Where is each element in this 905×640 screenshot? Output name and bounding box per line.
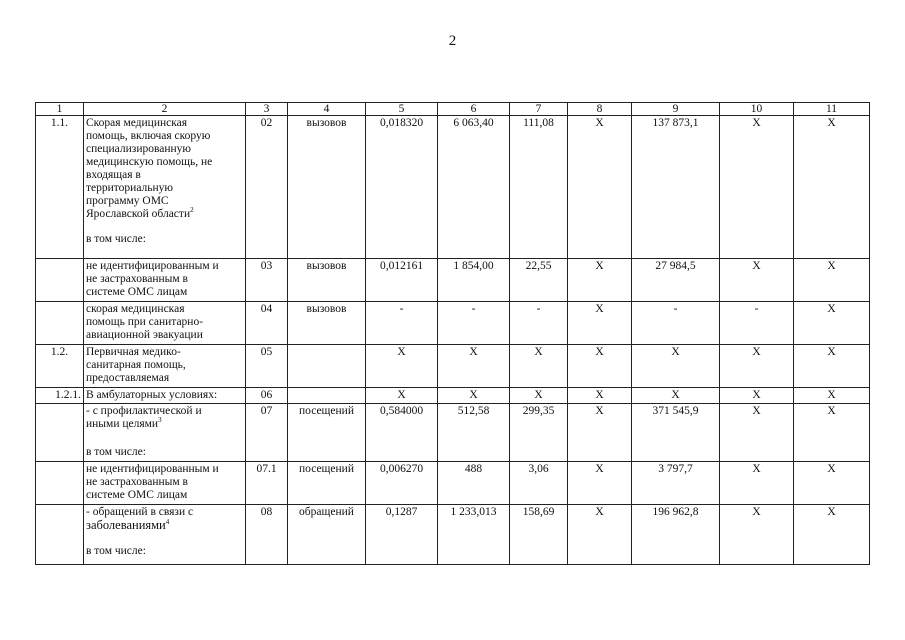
row-name <box>84 462 246 505</box>
row-unit: вызовов <box>288 116 366 259</box>
row-code: 03 <box>246 259 288 302</box>
table-row <box>36 302 870 345</box>
name-line: помощь при санитарно- <box>86 316 204 328</box>
name-line: медицинскую помощь, не <box>86 156 213 168</box>
cell-col7: 299,35 <box>510 404 568 462</box>
cell-col10: - <box>720 302 794 345</box>
name-line: скорая медицинская <box>86 303 185 315</box>
cell-col8: X <box>568 505 632 565</box>
header-cell: 6 <box>438 103 510 116</box>
cell-col9: 137 873,1 <box>632 116 720 259</box>
cell-col7: 3,06 <box>510 462 568 505</box>
row-unit: посещений <box>288 462 366 505</box>
row-unit: обращений <box>288 505 366 565</box>
cell-col9: X <box>632 388 720 404</box>
name-line: санитарная помощь, <box>86 359 186 371</box>
row-number: 1.2. <box>36 345 84 388</box>
row-code: 04 <box>246 302 288 345</box>
cell-col10: X <box>720 404 794 462</box>
cell-col8: X <box>568 116 632 259</box>
cell-col7: X <box>510 345 568 388</box>
footnote-mark: 2 <box>190 206 194 215</box>
table-row <box>36 345 870 388</box>
row-number <box>36 404 84 462</box>
row-number <box>36 302 84 345</box>
cell-col10: X <box>720 259 794 302</box>
name-line: не идентифицированным и <box>86 463 219 475</box>
cell-col8: X <box>568 302 632 345</box>
table-row <box>36 505 870 565</box>
sub-label: в том числе: <box>86 233 146 245</box>
data-table <box>35 102 870 565</box>
cell-col9: 371 545,9 <box>632 404 720 462</box>
sub-label: в том числе: <box>86 545 146 557</box>
cell-col7: 22,55 <box>510 259 568 302</box>
name-line: заболеваниями <box>86 518 166 532</box>
cell-col5: 0,584000 <box>366 404 438 462</box>
cell-col5: 0,006270 <box>366 462 438 505</box>
cell-col7: X <box>510 388 568 404</box>
table-row <box>36 404 870 462</box>
cell-col6: 1 233,013 <box>438 505 510 565</box>
table-row <box>36 116 870 259</box>
row-name <box>84 259 246 302</box>
header-cell: 4 <box>288 103 366 116</box>
row-unit: вызовов <box>288 259 366 302</box>
cell-col7: 158,69 <box>510 505 568 565</box>
row-code: 07.1 <box>246 462 288 505</box>
row-name <box>84 505 246 565</box>
header-cell: 3 <box>246 103 288 116</box>
cell-col5: X <box>366 388 438 404</box>
row-name <box>84 116 246 259</box>
cell-col11: X <box>794 462 870 505</box>
table-row <box>36 462 870 505</box>
cell-col9: X <box>632 345 720 388</box>
header-cell: 10 <box>720 103 794 116</box>
header-row <box>36 103 870 116</box>
row-number: 1.2.1. <box>36 388 84 404</box>
footnote-mark: 4 <box>165 517 170 526</box>
cell-col11: X <box>794 404 870 462</box>
row-code: 05 <box>246 345 288 388</box>
name-line: помощь, включая скорую <box>86 130 211 142</box>
name-line: авиационной эвакуации <box>86 329 203 341</box>
cell-col5: 0,1287 <box>366 505 438 565</box>
cell-col10: X <box>720 505 794 565</box>
header-cell: 2 <box>84 103 246 116</box>
row-unit <box>288 388 366 404</box>
cell-col11: X <box>794 505 870 565</box>
row-unit: посещений <box>288 404 366 462</box>
row-code: 02 <box>246 116 288 259</box>
header-cell: 9 <box>632 103 720 116</box>
row-number <box>36 462 84 505</box>
name-line: специализированную <box>86 143 191 155</box>
row-code: 08 <box>246 505 288 565</box>
footnote-mark: 3 <box>158 416 162 425</box>
cell-col6: 512,58 <box>438 404 510 462</box>
row-code: 06 <box>246 388 288 404</box>
cell-col5: 0,012161 <box>366 259 438 302</box>
cell-col11: X <box>794 302 870 345</box>
row-number: 1.1. <box>36 116 84 259</box>
row-unit: вызовов <box>288 302 366 345</box>
name-line: территориальную <box>86 182 173 194</box>
cell-col10: X <box>720 116 794 259</box>
header-cell: 11 <box>794 103 870 116</box>
name-line: Скорая медицинская <box>86 117 188 129</box>
cell-col11: X <box>794 388 870 404</box>
name-line: входящая в <box>86 169 141 181</box>
name-line: системе ОМС лицам <box>86 286 188 298</box>
cell-col10: X <box>720 462 794 505</box>
cell-col8: X <box>568 345 632 388</box>
name-line: Первичная медико- <box>86 346 181 358</box>
row-name <box>84 302 246 345</box>
cell-col7: - <box>510 302 568 345</box>
row-name <box>84 345 246 388</box>
header-cell: 5 <box>366 103 438 116</box>
cell-col9: 3 797,7 <box>632 462 720 505</box>
header-cell: 7 <box>510 103 568 116</box>
cell-col11: X <box>794 116 870 259</box>
sub-label: в том числе: <box>86 446 146 458</box>
cell-col6: X <box>438 388 510 404</box>
name-line: Ярославской области <box>86 208 191 220</box>
cell-col6: 1 854,00 <box>438 259 510 302</box>
name-line: не застрахованным в <box>86 476 188 488</box>
cell-col9: 27 984,5 <box>632 259 720 302</box>
row-code: 07 <box>246 404 288 462</box>
cell-col5: X <box>366 345 438 388</box>
name-line: - обращений в связи с <box>86 506 194 518</box>
row-name <box>84 404 246 462</box>
name-line: В амбулаторных условиях: <box>86 389 218 401</box>
name-line: - с профилактической и <box>86 405 202 417</box>
cell-col5: 0,018320 <box>366 116 438 259</box>
cell-col6: - <box>438 302 510 345</box>
cell-col7: 111,08 <box>510 116 568 259</box>
cell-col6: 6 063,40 <box>438 116 510 259</box>
cell-col8: X <box>568 462 632 505</box>
cell-col10: X <box>720 345 794 388</box>
name-line: системе ОМС лицам <box>86 489 188 501</box>
name-line: иными целями <box>86 418 159 430</box>
cell-col8: X <box>568 388 632 404</box>
row-name <box>84 388 246 404</box>
cell-col11: X <box>794 345 870 388</box>
cell-col6: 488 <box>438 462 510 505</box>
header-cell: 8 <box>568 103 632 116</box>
name-line: программу ОМС <box>86 195 169 207</box>
table-row <box>36 388 870 404</box>
cell-col8: X <box>568 259 632 302</box>
cell-col9: 196 962,8 <box>632 505 720 565</box>
name-line: не идентифицированным и <box>86 260 219 272</box>
cell-col5: - <box>366 302 438 345</box>
cell-col10: X <box>720 388 794 404</box>
table-row <box>36 259 870 302</box>
name-line: предоставляемая <box>86 372 170 384</box>
name-line: не застрахованным в <box>86 273 188 285</box>
cell-col8: X <box>568 404 632 462</box>
header-cell: 1 <box>36 103 84 116</box>
row-number <box>36 259 84 302</box>
row-unit <box>288 345 366 388</box>
page-number: 2 <box>448 33 457 49</box>
cell-col6: X <box>438 345 510 388</box>
cell-col9: - <box>632 302 720 345</box>
cell-col11: X <box>794 259 870 302</box>
row-number <box>36 505 84 565</box>
